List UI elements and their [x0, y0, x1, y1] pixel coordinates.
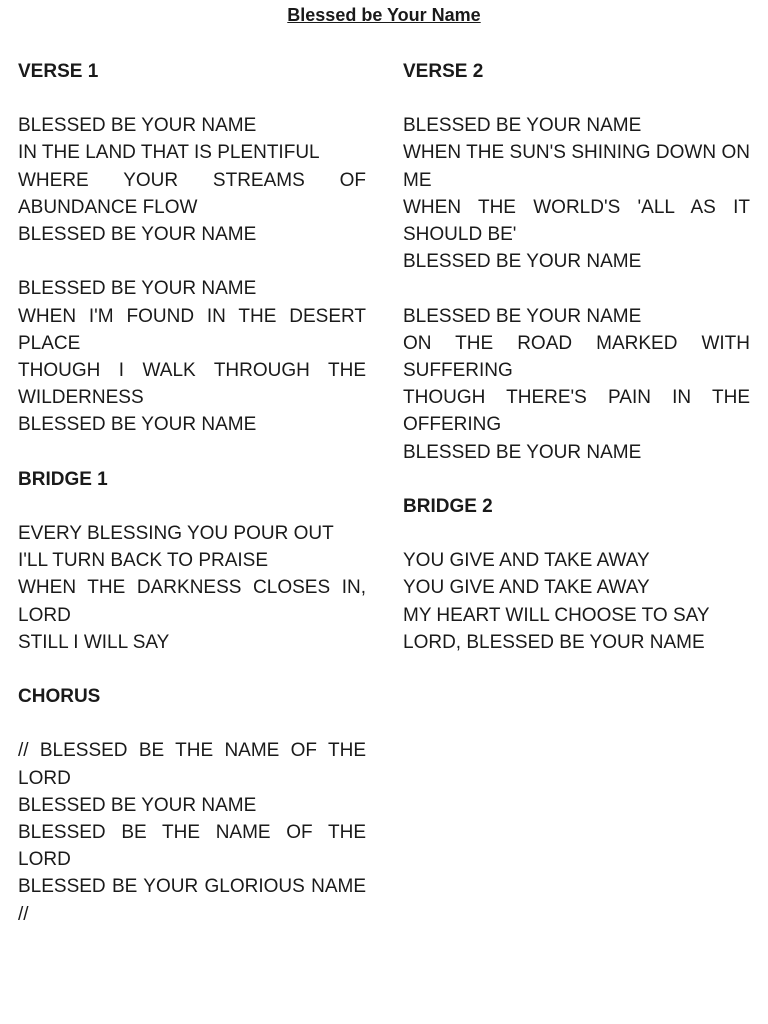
left-column: [18, 58, 366, 928]
lyric-line: THOUGH I WALK THROUGH THE WILDERNESS: [18, 360, 366, 409]
lyric-line: I'LL TURN BACK TO PRAISE: [18, 550, 269, 572]
lyric-line: BLESSED BE YOUR NAME: [18, 414, 257, 436]
lyric-line: MY HEART WILL CHOOSE TO SAY: [403, 604, 710, 626]
verse-2-heading: VERSE 2: [403, 61, 484, 82]
lyric-line: BLESSED BE YOUR GLORIOUS NAME //: [18, 876, 366, 925]
lyric-line: WHEN THE SUN'S SHINING DOWN ON ME: [403, 142, 750, 191]
verse-1-stanza-1: [18, 112, 366, 248]
lyric-line: YOU GIVE AND TAKE AWAY: [403, 577, 650, 599]
bridge-2-lines: [403, 547, 750, 656]
lyric-line: BLESSED BE YOUR NAME: [18, 224, 257, 245]
chorus-heading: CHORUS: [18, 686, 101, 708]
lyric-line: BLESSED BE YOUR NAME: [18, 278, 257, 300]
lyric-line: ON THE ROAD MARKED WITH SUFFERING: [403, 332, 750, 381]
lyric-line: WHEN I'M FOUND IN THE DESERT PLACE: [18, 305, 366, 354]
lyric-line: BLESSED BE YOUR NAME: [403, 251, 642, 273]
page-title: Blessed be Your Name: [287, 5, 481, 25]
verse-1-heading: VERSE 1: [18, 61, 99, 82]
bridge-2-heading: BRIDGE 2: [403, 496, 493, 517]
lyric-line: WHERE YOUR STREAMS OF ABUNDANCE FLOW: [18, 169, 366, 218]
verse-2-stanza-1: [403, 112, 750, 275]
lyric-line: BLESSED BE YOUR NAME: [403, 115, 642, 137]
lyric-line: BLESSED BE YOUR NAME: [403, 305, 642, 327]
lyric-line: LORD, BLESSED BE YOUR NAME: [403, 631, 705, 653]
lyric-line: BLESSED BE THE NAME OF THE LORD: [18, 821, 366, 871]
lyric-line: YOU GIVE AND TAKE AWAY: [403, 550, 650, 572]
lyric-line: EVERY BLESSING YOU POUR OUT: [18, 522, 334, 544]
right-column: [403, 58, 750, 656]
lyric-line: WHEN THE WORLD'S 'ALL AS IT SHOULD BE': [403, 196, 750, 245]
chorus-lines: [18, 737, 366, 927]
lyric-line: BLESSED BE YOUR NAME: [18, 794, 257, 816]
verse-2-stanza-2: [403, 303, 750, 466]
bridge-1-heading: BRIDGE 1: [18, 468, 108, 490]
lyric-line: THOUGH THERE'S PAIN IN THE OFFERING: [403, 387, 750, 436]
lyric-line: WHEN THE DARKNESS CLOSES IN, LORD: [18, 577, 366, 626]
bridge-1-lines: [18, 520, 366, 656]
lyric-line: IN THE LAND THAT IS PLENTIFUL: [18, 142, 320, 164]
lyric-line: BLESSED BE YOUR NAME: [403, 441, 642, 463]
lyric-line: // BLESSED BE THE NAME OF THE LORD: [18, 740, 366, 789]
verse-1-stanza-2: [18, 275, 366, 438]
lyric-line: BLESSED BE YOUR NAME: [18, 115, 257, 137]
lyric-line: STILL I WILL SAY: [18, 631, 170, 653]
